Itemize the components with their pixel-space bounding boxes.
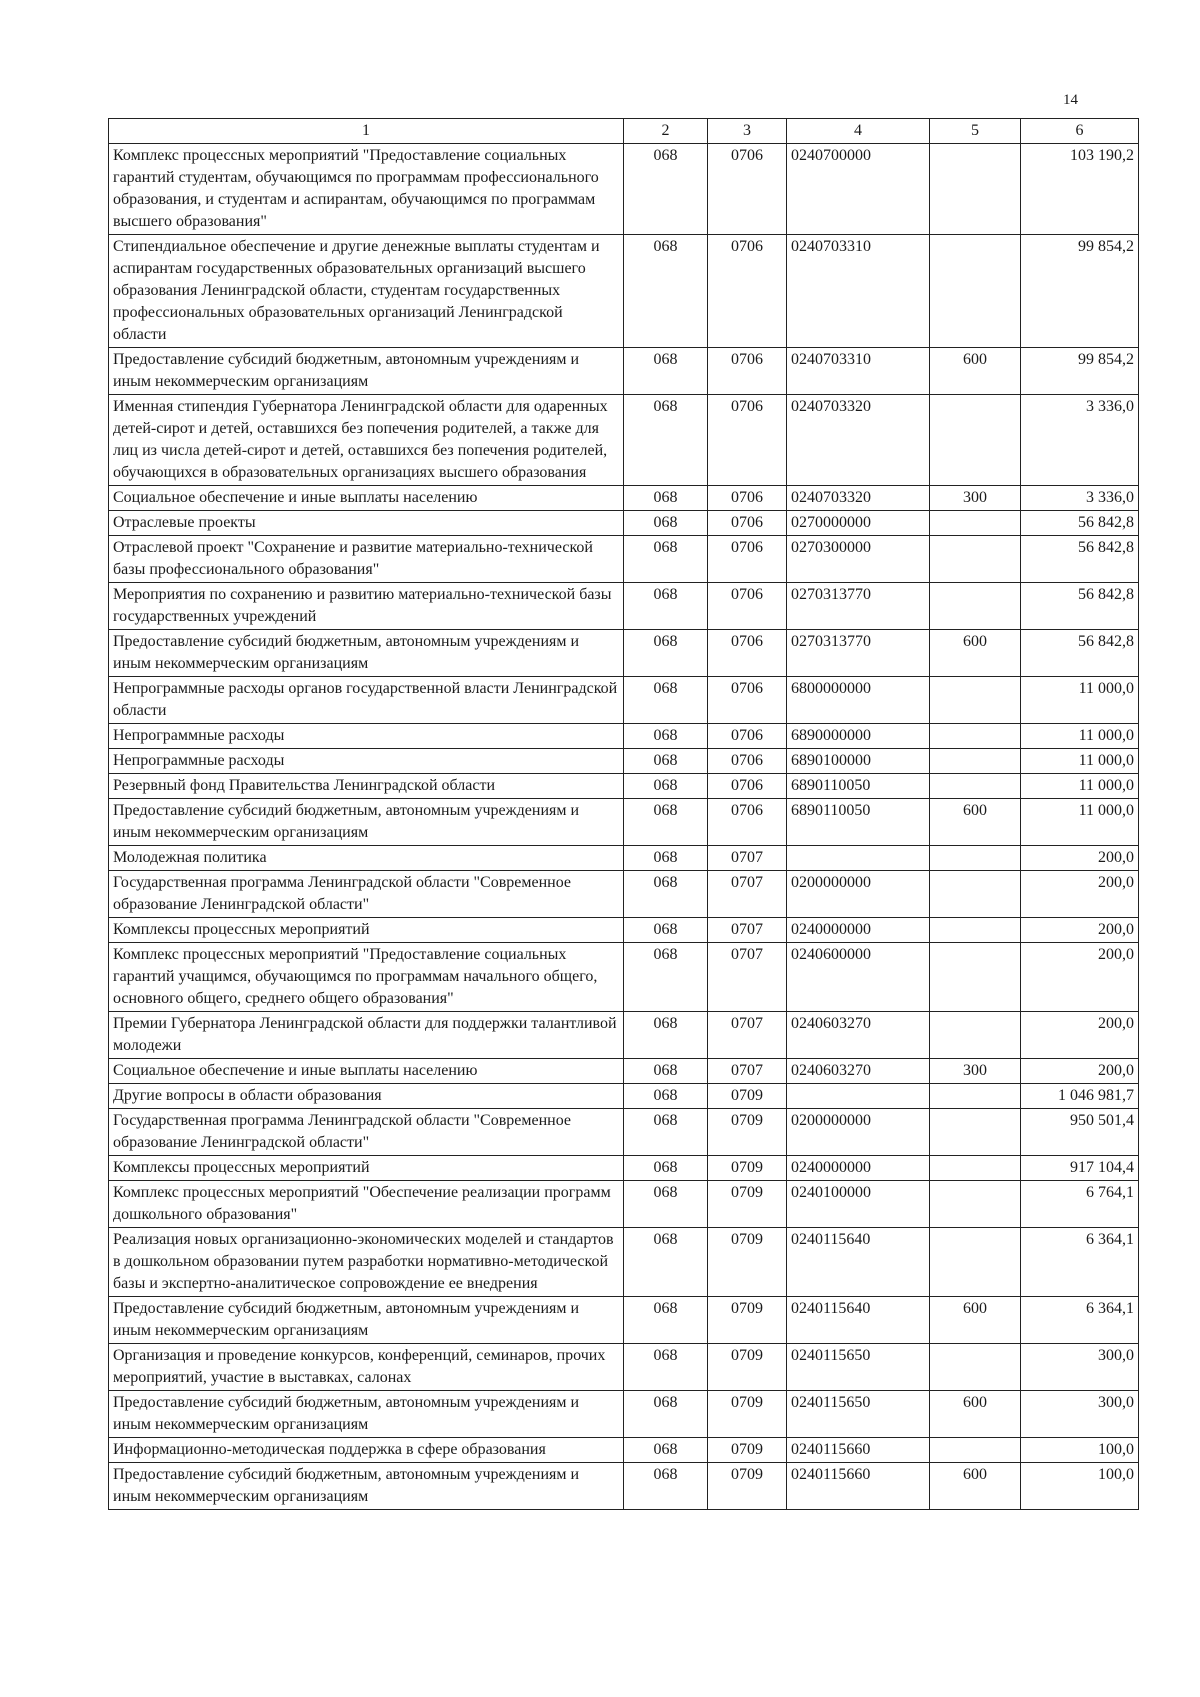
- ministry-code-cell: 068: [624, 724, 708, 749]
- target-article-cell: 0240115650: [787, 1344, 930, 1391]
- expense-type-cell: 600: [930, 348, 1021, 395]
- target-article-cell: 0240600000: [787, 943, 930, 1012]
- expense-type-cell: [930, 1181, 1021, 1228]
- budget-table: [108, 118, 1139, 1510]
- ministry-code-cell: 068: [624, 774, 708, 799]
- target-article-cell: 0240603270: [787, 1059, 930, 1084]
- section-code-cell: 0709: [708, 1391, 787, 1438]
- table-row: [109, 235, 1139, 348]
- amount-cell: 3 336,0: [1021, 486, 1139, 511]
- expense-type-cell: [930, 918, 1021, 943]
- section-code-cell: 0709: [708, 1084, 787, 1109]
- target-article-cell: 0270313770: [787, 630, 930, 677]
- row-name-cell: Другие вопросы в области образования: [109, 1084, 624, 1109]
- section-code-cell: 0706: [708, 395, 787, 486]
- amount-cell: 11 000,0: [1021, 724, 1139, 749]
- target-article-cell: [787, 1084, 930, 1109]
- row-name-cell: Предоставление субсидий бюджетным, автономным учреждениям и иным некоммерческим организациям: [109, 630, 624, 677]
- amount-cell: 950 501,4: [1021, 1109, 1139, 1156]
- col-header-1: 1: [109, 119, 624, 144]
- table-row: [109, 348, 1139, 395]
- table-row: [109, 1344, 1139, 1391]
- section-code-cell: 0706: [708, 583, 787, 630]
- row-name-cell: Непрограммные расходы органов государственной власти Ленинградской области: [109, 677, 624, 724]
- target-article-cell: 0240115650: [787, 1391, 930, 1438]
- target-article-cell: 6800000000: [787, 677, 930, 724]
- amount-cell: 103 190,2: [1021, 144, 1139, 235]
- row-name-cell: Предоставление субсидий бюджетным, автономным учреждениям и иным некоммерческим организациям: [109, 799, 624, 846]
- ministry-code-cell: 068: [624, 536, 708, 583]
- amount-cell: 300,0: [1021, 1344, 1139, 1391]
- table-row: [109, 630, 1139, 677]
- col-header-4: 4: [787, 119, 930, 144]
- table-row: [109, 144, 1139, 235]
- expense-type-cell: 300: [930, 486, 1021, 511]
- ministry-code-cell: 068: [624, 1297, 708, 1344]
- expense-type-cell: [930, 1156, 1021, 1181]
- ministry-code-cell: 068: [624, 846, 708, 871]
- ministry-code-cell: 068: [624, 1012, 708, 1059]
- section-code-cell: 0707: [708, 943, 787, 1012]
- amount-cell: 200,0: [1021, 1012, 1139, 1059]
- ministry-code-cell: 068: [624, 1156, 708, 1181]
- ministry-code-cell: 068: [624, 1084, 708, 1109]
- section-code-cell: 0706: [708, 144, 787, 235]
- table-row: [109, 486, 1139, 511]
- row-name-cell: Комплекс процессных мероприятий "Обеспечение реализации программ дошкольного образования": [109, 1181, 624, 1228]
- col-header-6: 6: [1021, 119, 1139, 144]
- ministry-code-cell: 068: [624, 1228, 708, 1297]
- table-row: [109, 677, 1139, 724]
- amount-cell: 11 000,0: [1021, 799, 1139, 846]
- section-code-cell: 0709: [708, 1344, 787, 1391]
- expense-type-cell: 600: [930, 630, 1021, 677]
- target-article-cell: 0240000000: [787, 918, 930, 943]
- amount-cell: 56 842,8: [1021, 583, 1139, 630]
- row-name-cell: Комплексы процессных мероприятий: [109, 918, 624, 943]
- row-name-cell: Предоставление субсидий бюджетным, автономным учреждениям и иным некоммерческим организациям: [109, 1463, 624, 1510]
- table-row: [109, 1228, 1139, 1297]
- expense-type-cell: 600: [930, 1391, 1021, 1438]
- ministry-code-cell: 068: [624, 1181, 708, 1228]
- table-row: [109, 1463, 1139, 1510]
- ministry-code-cell: 068: [624, 918, 708, 943]
- target-article-cell: 6890100000: [787, 749, 930, 774]
- section-code-cell: 0706: [708, 630, 787, 677]
- amount-cell: 200,0: [1021, 918, 1139, 943]
- expense-type-cell: [930, 846, 1021, 871]
- table-row: [109, 724, 1139, 749]
- row-name-cell: Организация и проведение конкурсов, конференций, семинаров, прочих мероприятий, участие в выставках, салонах: [109, 1344, 624, 1391]
- expense-type-cell: [930, 235, 1021, 348]
- target-article-cell: 0240115660: [787, 1438, 930, 1463]
- table-row: [109, 1181, 1139, 1228]
- amount-cell: 917 104,4: [1021, 1156, 1139, 1181]
- row-name-cell: Предоставление субсидий бюджетным, автономным учреждениям и иным некоммерческим организациям: [109, 348, 624, 395]
- table-body: [109, 144, 1139, 1510]
- amount-cell: 200,0: [1021, 1059, 1139, 1084]
- table-row: [109, 1059, 1139, 1084]
- section-code-cell: 0706: [708, 774, 787, 799]
- row-name-cell: Стипендиальное обеспечение и другие денежные выплаты студентам и аспирантам государственных образовательных организаций высшего образования Ленинградской области, студентам государственных профессиональных образовательных организаций Ленинградской области: [109, 235, 624, 348]
- ministry-code-cell: 068: [624, 677, 708, 724]
- target-article-cell: 0240115640: [787, 1228, 930, 1297]
- expense-type-cell: [930, 395, 1021, 486]
- amount-cell: 11 000,0: [1021, 677, 1139, 724]
- expense-type-cell: [930, 1012, 1021, 1059]
- section-code-cell: 0706: [708, 749, 787, 774]
- row-name-cell: Отраслевой проект "Сохранение и развитие материально-технической базы профессионального образования": [109, 536, 624, 583]
- table-row: [109, 511, 1139, 536]
- section-code-cell: 0707: [708, 1059, 787, 1084]
- expense-type-cell: [930, 1084, 1021, 1109]
- amount-cell: 1 046 981,7: [1021, 1084, 1139, 1109]
- ministry-code-cell: 068: [624, 511, 708, 536]
- ministry-code-cell: 068: [624, 943, 708, 1012]
- table-row: [109, 583, 1139, 630]
- table-row: [109, 1084, 1139, 1109]
- expense-type-cell: 300: [930, 1059, 1021, 1084]
- amount-cell: 56 842,8: [1021, 536, 1139, 583]
- row-name-cell: Непрограммные расходы: [109, 724, 624, 749]
- ministry-code-cell: 068: [624, 395, 708, 486]
- amount-cell: 300,0: [1021, 1391, 1139, 1438]
- ministry-code-cell: 068: [624, 486, 708, 511]
- amount-cell: 6 764,1: [1021, 1181, 1139, 1228]
- target-article-cell: 6890110050: [787, 774, 930, 799]
- target-article-cell: 0240115660: [787, 1463, 930, 1510]
- expense-type-cell: [930, 583, 1021, 630]
- section-code-cell: 0706: [708, 677, 787, 724]
- expense-type-cell: [930, 1228, 1021, 1297]
- target-article-cell: 0270313770: [787, 583, 930, 630]
- amount-cell: 6 364,1: [1021, 1228, 1139, 1297]
- table-row: [109, 749, 1139, 774]
- table-row: [109, 1012, 1139, 1059]
- table-row: [109, 1391, 1139, 1438]
- amount-cell: 6 364,1: [1021, 1297, 1139, 1344]
- amount-cell: 100,0: [1021, 1438, 1139, 1463]
- section-code-cell: 0706: [708, 724, 787, 749]
- target-article-cell: 0240603270: [787, 1012, 930, 1059]
- target-article-cell: 0240100000: [787, 1181, 930, 1228]
- ministry-code-cell: 068: [624, 630, 708, 677]
- row-name-cell: Социальное обеспечение и иные выплаты населению: [109, 486, 624, 511]
- section-code-cell: 0706: [708, 511, 787, 536]
- table-header: [109, 119, 1139, 144]
- expense-type-cell: [930, 536, 1021, 583]
- section-code-cell: 0707: [708, 1012, 787, 1059]
- section-code-cell: 0706: [708, 799, 787, 846]
- row-name-cell: Премии Губернатора Ленинградской области для поддержки талантливой молодежи: [109, 1012, 624, 1059]
- expense-type-cell: [930, 871, 1021, 918]
- target-article-cell: 0240703310: [787, 235, 930, 348]
- section-code-cell: 0706: [708, 486, 787, 511]
- target-article-cell: 0200000000: [787, 1109, 930, 1156]
- section-code-cell: 0709: [708, 1463, 787, 1510]
- amount-cell: 99 854,2: [1021, 348, 1139, 395]
- col-header-2: 2: [624, 119, 708, 144]
- expense-type-cell: [930, 144, 1021, 235]
- amount-cell: 200,0: [1021, 846, 1139, 871]
- row-name-cell: Непрограммные расходы: [109, 749, 624, 774]
- section-code-cell: 0706: [708, 235, 787, 348]
- table-row: [109, 1297, 1139, 1344]
- table-row: [109, 918, 1139, 943]
- ministry-code-cell: 068: [624, 348, 708, 395]
- col-header-3: 3: [708, 119, 787, 144]
- ministry-code-cell: 068: [624, 1344, 708, 1391]
- ministry-code-cell: 068: [624, 1463, 708, 1510]
- table-row: [109, 395, 1139, 486]
- amount-cell: 56 842,8: [1021, 511, 1139, 536]
- section-code-cell: 0706: [708, 348, 787, 395]
- table-row: [109, 1109, 1139, 1156]
- table-row: [109, 943, 1139, 1012]
- target-article-cell: 0270300000: [787, 536, 930, 583]
- row-name-cell: Информационно-методическая поддержка в сфере образования: [109, 1438, 624, 1463]
- expense-type-cell: [930, 943, 1021, 1012]
- section-code-cell: 0707: [708, 871, 787, 918]
- row-name-cell: Предоставление субсидий бюджетным, автономным учреждениям и иным некоммерческим организациям: [109, 1391, 624, 1438]
- target-article-cell: 0240700000: [787, 144, 930, 235]
- section-code-cell: 0709: [708, 1297, 787, 1344]
- amount-cell: 56 842,8: [1021, 630, 1139, 677]
- table-row: [109, 1438, 1139, 1463]
- page-number: 14: [1063, 92, 1078, 108]
- target-article-cell: 0240000000: [787, 1156, 930, 1181]
- expense-type-cell: 600: [930, 799, 1021, 846]
- ministry-code-cell: 068: [624, 1059, 708, 1084]
- row-name-cell: Государственная программа Ленинградской области "Современное образование Ленинградской области": [109, 871, 624, 918]
- amount-cell: 3 336,0: [1021, 395, 1139, 486]
- target-article-cell: 0240703310: [787, 348, 930, 395]
- ministry-code-cell: 068: [624, 144, 708, 235]
- section-code-cell: 0709: [708, 1228, 787, 1297]
- target-article-cell: 6890110050: [787, 799, 930, 846]
- ministry-code-cell: 068: [624, 1438, 708, 1463]
- table-row: [109, 846, 1139, 871]
- amount-cell: 100,0: [1021, 1463, 1139, 1510]
- row-name-cell: Резервный фонд Правительства Ленинградской области: [109, 774, 624, 799]
- row-name-cell: Комплексы процессных мероприятий: [109, 1156, 624, 1181]
- table-row: [109, 871, 1139, 918]
- expense-type-cell: [930, 1109, 1021, 1156]
- expense-type-cell: [930, 749, 1021, 774]
- ministry-code-cell: 068: [624, 871, 708, 918]
- col-header-5: 5: [930, 119, 1021, 144]
- amount-cell: 200,0: [1021, 943, 1139, 1012]
- ministry-code-cell: 068: [624, 799, 708, 846]
- row-name-cell: Реализация новых организационно-экономических моделей и стандартов в дошкольном образовании путем разработки нормативно-методической базы и экспертно-аналитическое сопровождение ее внедрения: [109, 1228, 624, 1297]
- row-name-cell: Социальное обеспечение и иные выплаты населению: [109, 1059, 624, 1084]
- table-row: [109, 536, 1139, 583]
- target-article-cell: 6890000000: [787, 724, 930, 749]
- section-code-cell: 0707: [708, 846, 787, 871]
- table-row: [109, 774, 1139, 799]
- target-article-cell: 0240703320: [787, 395, 930, 486]
- expense-type-cell: [930, 724, 1021, 749]
- target-article-cell: 0200000000: [787, 871, 930, 918]
- expense-type-cell: [930, 1344, 1021, 1391]
- ministry-code-cell: 068: [624, 1391, 708, 1438]
- target-article-cell: 0240115640: [787, 1297, 930, 1344]
- ministry-code-cell: 068: [624, 583, 708, 630]
- row-name-cell: Комплекс процессных мероприятий "Предоставление социальных гарантий студентам, обучающимся по программам профессионального образования, и студентам и аспирантам, обучающимся по программам высшего образования": [109, 144, 624, 235]
- row-name-cell: Молодежная политика: [109, 846, 624, 871]
- expense-type-cell: 600: [930, 1463, 1021, 1510]
- expense-type-cell: [930, 774, 1021, 799]
- ministry-code-cell: 068: [624, 235, 708, 348]
- table-row: [109, 799, 1139, 846]
- expense-type-cell: [930, 1438, 1021, 1463]
- section-code-cell: 0706: [708, 536, 787, 583]
- amount-cell: 200,0: [1021, 871, 1139, 918]
- expense-type-cell: [930, 511, 1021, 536]
- row-name-cell: Государственная программа Ленинградской области "Современное образование Ленинградской области": [109, 1109, 624, 1156]
- section-code-cell: 0709: [708, 1438, 787, 1463]
- expense-type-cell: 600: [930, 1297, 1021, 1344]
- section-code-cell: 0709: [708, 1156, 787, 1181]
- ministry-code-cell: 068: [624, 749, 708, 774]
- row-name-cell: Именная стипендия Губернатора Ленинградской области для одаренных детей-сирот и детей, оставшихся без попечения родителей, а также для лиц из числа детей-сирот и детей, оставшихся без попечения родителей, обучающихся в образовательных организациях высшего образования: [109, 395, 624, 486]
- row-name-cell: Мероприятия по сохранению и развитию материально-технической базы государственных учреждений: [109, 583, 624, 630]
- row-name-cell: Комплекс процессных мероприятий "Предоставление социальных гарантий учащимся, обучающимся по программам начального общего, основного общего, среднего общего образования": [109, 943, 624, 1012]
- amount-cell: 99 854,2: [1021, 235, 1139, 348]
- target-article-cell: [787, 846, 930, 871]
- section-code-cell: 0709: [708, 1109, 787, 1156]
- table-row: [109, 1156, 1139, 1181]
- target-article-cell: 0270000000: [787, 511, 930, 536]
- row-name-cell: Предоставление субсидий бюджетным, автономным учреждениям и иным некоммерческим организациям: [109, 1297, 624, 1344]
- expense-type-cell: [930, 677, 1021, 724]
- target-article-cell: 0240703320: [787, 486, 930, 511]
- section-code-cell: 0707: [708, 918, 787, 943]
- ministry-code-cell: 068: [624, 1109, 708, 1156]
- row-name-cell: Отраслевые проекты: [109, 511, 624, 536]
- section-code-cell: 0709: [708, 1181, 787, 1228]
- header-row: [109, 119, 1139, 144]
- amount-cell: 11 000,0: [1021, 774, 1139, 799]
- amount-cell: 11 000,0: [1021, 749, 1139, 774]
